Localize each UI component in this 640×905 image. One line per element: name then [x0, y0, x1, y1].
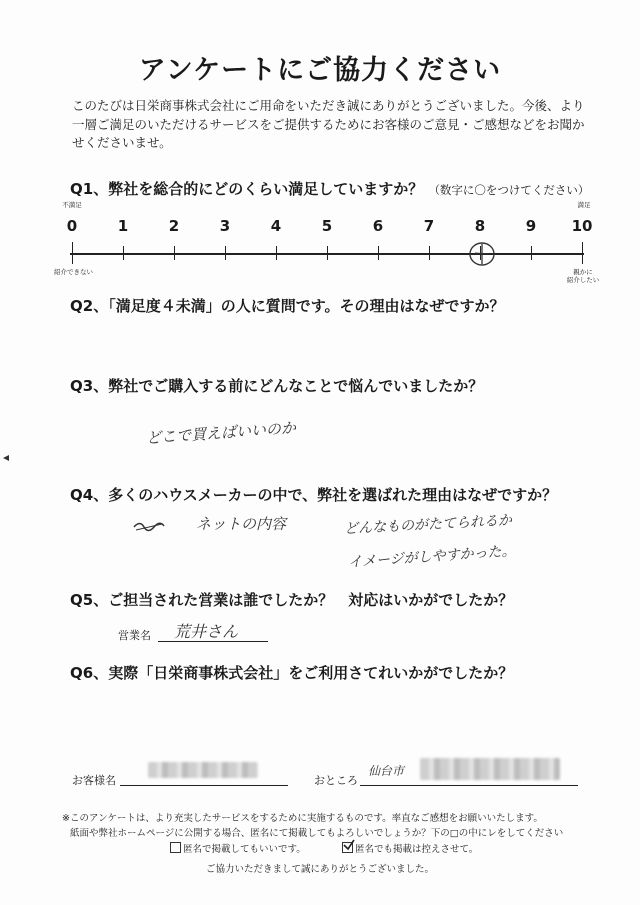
- scale-tick: [582, 242, 583, 264]
- intro-text: このたびは日栄商事株式会社にご用命をいただき誠にありがとうございました。今後、より一層ご満足のいただけるサービスをご提供するためにお客様のご意見・ご感想などをお聞かせくださいませ。: [72, 98, 585, 150]
- scribble-mark-icon: [132, 518, 166, 536]
- scale-tick: [225, 246, 226, 260]
- anonymous-ok-checkbox[interactable]: [170, 842, 181, 853]
- scale-tick: [531, 246, 532, 260]
- footer-note-1: ※このアンケートは、より充実したサービスをするために実施するものです。率直なご感想をお願いいたします。: [62, 813, 543, 824]
- scale-number-10[interactable]: 10: [571, 217, 593, 235]
- address-visible-text: 仙台市: [368, 764, 405, 778]
- customer-name-redacted: [148, 762, 258, 778]
- scale-number-3[interactable]: 3: [219, 217, 231, 235]
- address-redacted: [420, 758, 560, 780]
- address-label: おところ: [314, 774, 358, 787]
- scale-number-5[interactable]: 5: [321, 217, 333, 235]
- q3-question: Q3、弊社でご購入する前にどんなことで悩んでいましたか？: [70, 377, 484, 395]
- scale-number-4[interactable]: 4: [270, 217, 282, 235]
- address-underline: [360, 785, 578, 786]
- q3-handwritten-answer: どこで買えばいいのか: [145, 418, 297, 448]
- scale-left-top-label: 不満足: [62, 201, 82, 209]
- scale-tick: [123, 246, 124, 260]
- scale-right-bottom-label: [565, 268, 601, 284]
- q4-answer-line1: どんなものがたてられるか: [343, 512, 513, 538]
- checkmark-icon: [342, 838, 356, 852]
- scale-number-1[interactable]: 1: [117, 217, 129, 235]
- scale-number-7[interactable]: 7: [423, 217, 435, 235]
- scale-tick: [429, 246, 430, 260]
- customer-name-underline: [120, 785, 288, 786]
- q1-note: （数字に〇をつけてください）: [428, 183, 590, 197]
- scale-number-8[interactable]: 8: [474, 217, 486, 235]
- scale-tick: [174, 246, 175, 260]
- margin-mark-icon: [2, 454, 10, 462]
- scale-number-0[interactable]: 0: [66, 217, 78, 235]
- scale-tick: [72, 242, 73, 264]
- scale-number-9[interactable]: 9: [525, 217, 537, 235]
- staff-name-underline: [158, 641, 268, 642]
- staff-name-label: 営業名: [118, 629, 151, 642]
- q4-question: Q4、多くのハウスメーカーの中で、弊社を選ばれた理由はなぜですか？: [70, 486, 558, 504]
- scale-number-2[interactable]: 2: [168, 217, 180, 235]
- scale-tick: [327, 246, 328, 260]
- scale-right-bottom-line1: 親かに: [573, 268, 593, 276]
- scale-left-bottom-label: 紹介できない: [54, 268, 93, 276]
- page-title: アンケートにご協力ください: [138, 55, 502, 86]
- scale-number-6[interactable]: 6: [372, 217, 384, 235]
- q6-question: Q6、実際「日栄商事株式会社」をご利用さてれいかがでしたか？: [70, 664, 514, 682]
- anonymous-decline-option[interactable]: [342, 841, 478, 855]
- scale-tick: [276, 246, 277, 260]
- scale-right-top-label: 満足: [577, 201, 591, 209]
- q4-answer-left: ネットの内容: [196, 515, 287, 533]
- selected-value-circle: [468, 240, 498, 268]
- scale-tick: [378, 246, 379, 260]
- q1-label: Q1、弊社を総合的にどのくらい満足していますか？: [70, 180, 424, 198]
- q4-answer-line2: イメージがしやすかった。: [347, 543, 517, 571]
- q1-question: [70, 178, 589, 199]
- customer-name-label: お客様名: [72, 774, 116, 787]
- footer-note-2: 紙面や弊社ホームページに公開する場合、匿名にて掲載してもよろしいでしょうか？下の□の中にレをしてください: [70, 828, 564, 839]
- staff-name-value: 荒井さん: [174, 622, 239, 641]
- anonymous-decline-label: 匿名でも掲載は控えさせて。: [355, 844, 479, 855]
- anonymous-ok-label: 匿名で掲載してもいいです。: [183, 844, 306, 855]
- anonymous-ok-option[interactable]: [170, 841, 306, 855]
- thanks-message: ご協力いただきまして誠にありがとうございました。: [205, 864, 434, 875]
- q5-question: Q5、ご担当された営業は誰でしたか？ 対応はいかがでしたか？: [70, 591, 514, 609]
- scale-right-bottom-line2: 紹介したい: [566, 276, 600, 284]
- q2-question: Q2、「満足度４未満」の人に質問です。その理由はなぜですか？: [70, 297, 505, 315]
